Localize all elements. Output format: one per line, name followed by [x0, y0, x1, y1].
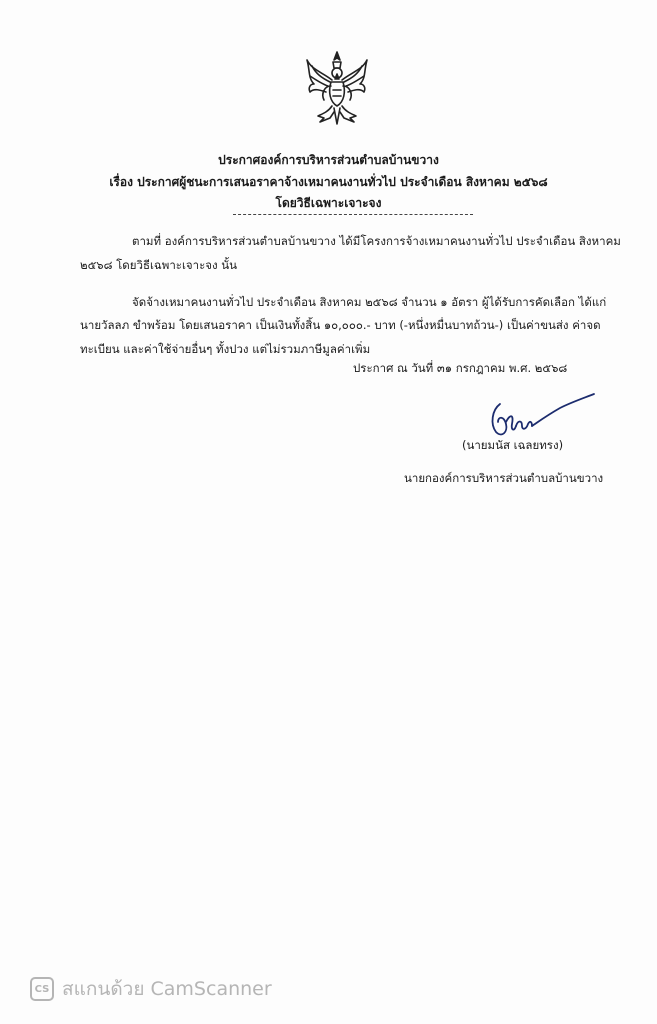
handwritten-signature	[486, 392, 598, 440]
subject-heading: เรื่อง ประกาศผู้ชนะการเสนอราคาจ้างเหมาคนงานทั่วไป ประจำเดือน สิงหาคม ๒๕๖๘	[109, 175, 548, 189]
signer-name: (นายมนัส เฉลยทรง)	[462, 438, 564, 452]
method-heading: โดยวิธีเฉพาะเจาะจง	[275, 196, 382, 210]
heading-divider	[233, 214, 473, 215]
watermark-text: สแกนด้วย CamScanner	[62, 978, 272, 1000]
paragraph2-line3: ทะเบียน และค่าใช้จ่ายอื่นๆ ทั้งปวง แต่ไม่รวมภาษีมูลค่าเพิ่ม	[80, 342, 371, 356]
paragraph2-line1: จัดจ้างเหมาคนงานทั่วไป ประจำเดือน สิงหาคม ๒๕๖๘ จำนวน ๑ อัตรา ผู้ได้รับการคัดเลือก ได้แก่	[132, 295, 607, 309]
garuda-emblem-icon	[304, 50, 370, 126]
signer-title: นายกองค์การบริหารส่วนตำบลบ้านขวาง	[404, 471, 604, 485]
camscanner-watermark	[30, 974, 272, 1004]
paragraph1-line1: ตามที่ องค์การบริหารส่วนตำบลบ้านขวาง ได้มีโครงการจ้างเหมาคนงานทั่วไป ประจำเดือน สิงหาคม	[132, 234, 621, 248]
camscanner-logo-icon: CS	[30, 977, 54, 1001]
paragraph1-line2: ๒๕๖๘ โดยวิธีเฉพาะเจาะจง นั้น	[80, 258, 237, 272]
announcement-date: ประกาศ ณ วันที่ ๓๑ กรกฎาคม พ.ศ. ๒๕๖๘	[353, 361, 568, 375]
paragraph2-line2: นายวัลลภ ขำพร้อม โดยเสนอราคา เป็นเงินทั้งสิ้น ๑๐,๐๐๐.- บาท (-หนึ่งหมื่นบาทถ้วน-) เป็นค่าขนส่ง ค่าจด	[80, 318, 601, 332]
organization-heading: ประกาศองค์การบริหารส่วนตำบลบ้านขวาง	[218, 153, 439, 167]
